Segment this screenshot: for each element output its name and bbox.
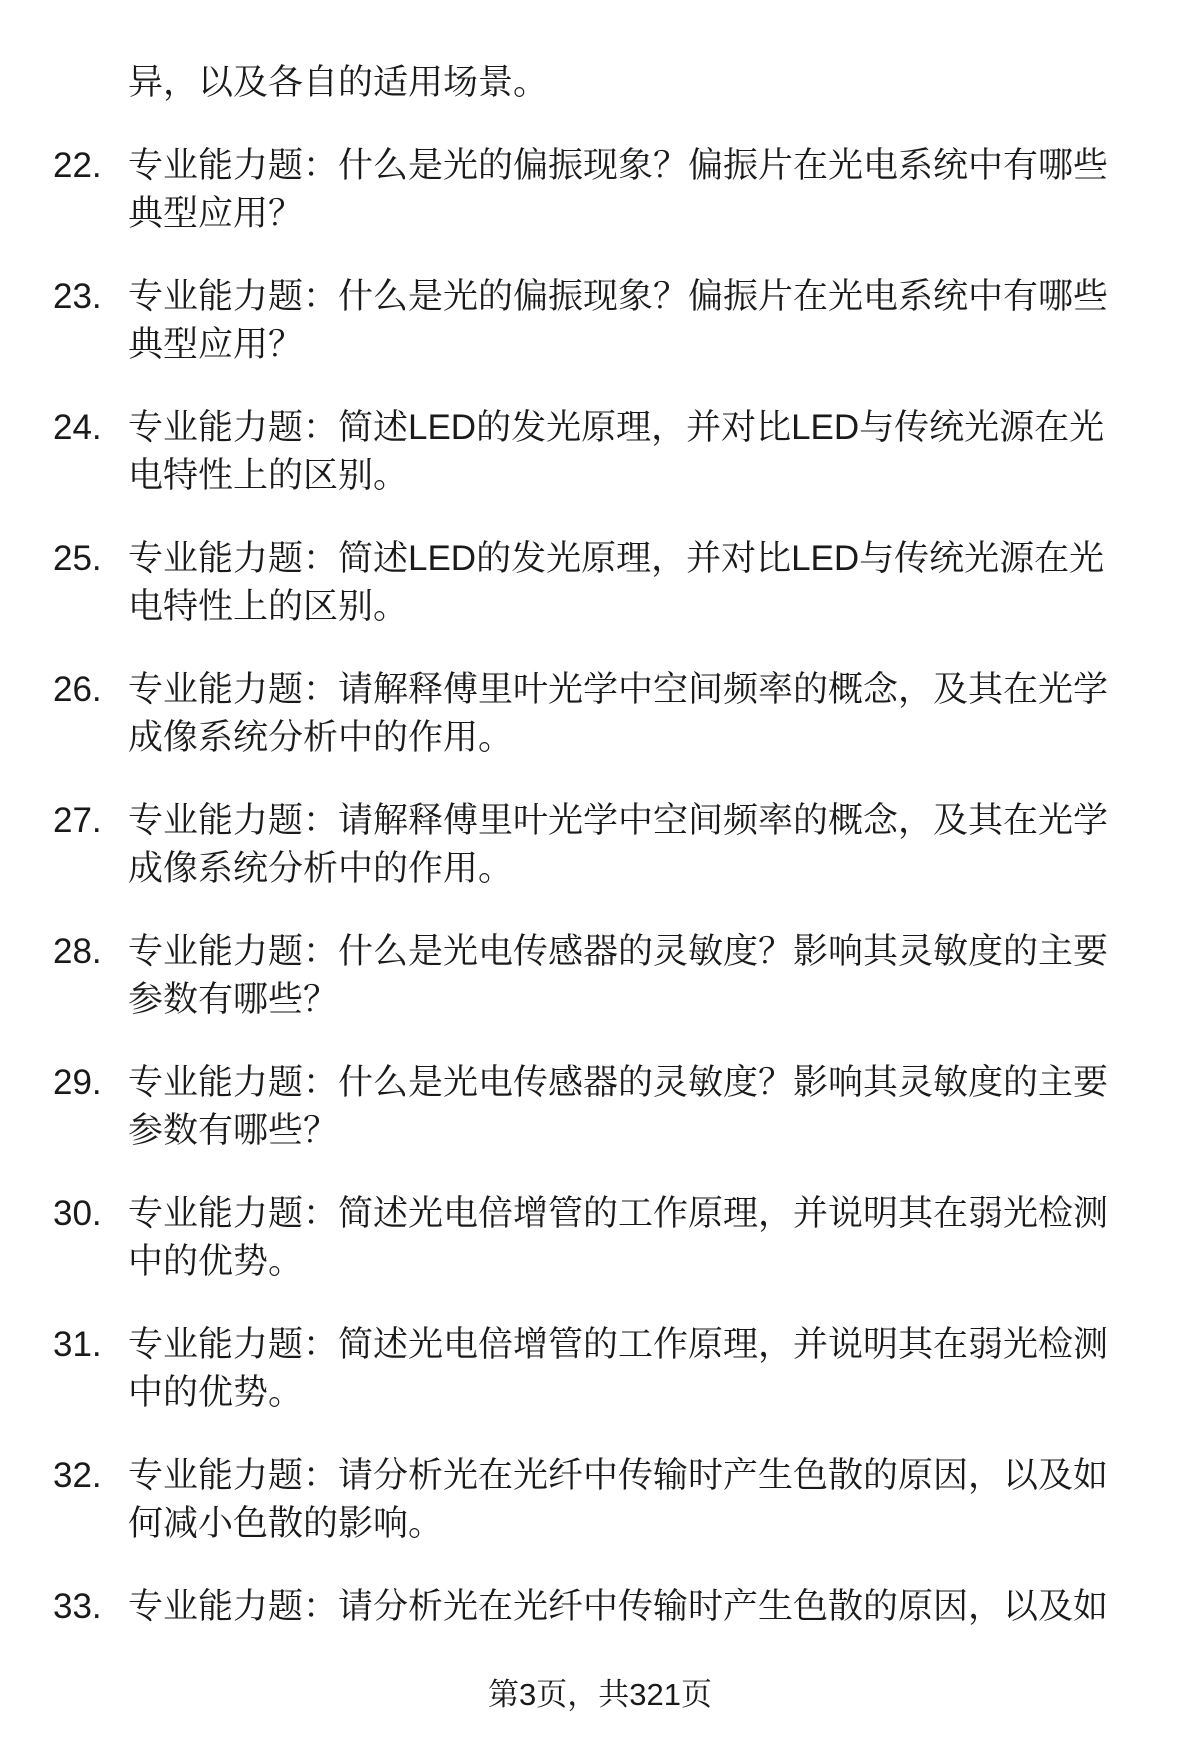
question-line: 电特性上的区别。 — [128, 456, 409, 495]
question-line: 专业能力题：什么是光电传感器的灵敏度？影响其灵敏度的主要 — [128, 1063, 1109, 1102]
question-line: 专业能力题：请分析光在光纤中传输时产生色散的原因，以及如 — [128, 1456, 1109, 1495]
question-line: 专业能力题：请解释傅里叶光学中空间频率的概念，及其在光学 — [128, 801, 1109, 840]
question-number: 24. — [53, 408, 102, 447]
question-line: 专业能力题：请解释傅里叶光学中空间频率的概念，及其在光学 — [128, 670, 1109, 709]
question-text — [128, 1190, 1200, 1286]
question-line: 典型应用？ — [128, 194, 304, 233]
question-line: 中的优势。 — [128, 1373, 304, 1412]
question-line: 专业能力题：简述光电倍增管的工作原理，并说明其在弱光检测 — [128, 1194, 1109, 1233]
question-item-25 — [0, 535, 1200, 631]
question-item-32 — [0, 1452, 1200, 1548]
question-text — [128, 1321, 1200, 1417]
question-item-27 — [0, 797, 1200, 893]
question-line: 参数有哪些？ — [128, 980, 339, 1019]
question-item-31 — [0, 1321, 1200, 1417]
question-number: 29. — [53, 1063, 102, 1102]
question-text — [128, 666, 1200, 762]
page-footer — [0, 1675, 1200, 1715]
question-line: 成像系统分析中的作用。 — [128, 718, 514, 757]
question-text — [128, 1059, 1200, 1155]
question-number: 28. — [53, 932, 102, 971]
question-text — [128, 1583, 1200, 1631]
question-text — [128, 273, 1200, 369]
question-line: 专业能力题：什么是光的偏振现象？偏振片在光电系统中有哪些 — [128, 277, 1109, 316]
question-line: 专业能力题：简述LED的发光原理，并对比LED与传统光源在光 — [128, 539, 1105, 578]
question-number: 30. — [53, 1194, 102, 1233]
question-line: 专业能力题：什么是光的偏振现象？偏振片在光电系统中有哪些 — [128, 146, 1109, 185]
question-line: 何减小色散的影响。 — [128, 1504, 444, 1543]
question-line: 专业能力题：简述光电倍增管的工作原理，并说明其在弱光检测 — [128, 1325, 1109, 1364]
question-number: 25. — [53, 539, 102, 578]
question-item-28 — [0, 928, 1200, 1024]
question-number: 31. — [53, 1325, 102, 1364]
continuation-text: 异，以及各自的适用场景。 — [128, 63, 549, 102]
question-text — [128, 535, 1200, 631]
question-line: 专业能力题：请分析光在光纤中传输时产生色散的原因，以及如 — [128, 1587, 1109, 1626]
question-line: 专业能力题：简述LED的发光原理，并对比LED与传统光源在光 — [128, 408, 1105, 447]
document-page — [0, 59, 1200, 1631]
question-line: 参数有哪些？ — [128, 1111, 339, 1150]
question-number: 27. — [53, 801, 102, 840]
question-text — [128, 1452, 1200, 1548]
question-item-23 — [0, 273, 1200, 369]
question-number: 32. — [53, 1456, 102, 1495]
question-number: 26. — [53, 670, 102, 709]
question-text — [128, 142, 1200, 238]
question-line: 专业能力题：什么是光电传感器的灵敏度？影响其灵敏度的主要 — [128, 932, 1109, 971]
question-item-22 — [0, 142, 1200, 238]
page-number-label: 第3页，共321页 — [488, 1677, 712, 1712]
question-text — [128, 404, 1200, 500]
question-line: 成像系统分析中的作用。 — [128, 849, 514, 888]
question-text — [128, 928, 1200, 1024]
question-item-30 — [0, 1190, 1200, 1286]
question-number: 23. — [53, 277, 102, 316]
question-text — [128, 797, 1200, 893]
question-item-29 — [0, 1059, 1200, 1155]
question-item-24 — [0, 404, 1200, 500]
question-item-33 — [0, 1583, 1200, 1631]
question-number: 33. — [53, 1587, 102, 1626]
question-line: 典型应用？ — [128, 325, 304, 364]
question-number: 22. — [53, 146, 102, 185]
question-item-26 — [0, 666, 1200, 762]
question-line: 电特性上的区别。 — [128, 587, 409, 626]
question-line: 中的优势。 — [128, 1242, 304, 1281]
